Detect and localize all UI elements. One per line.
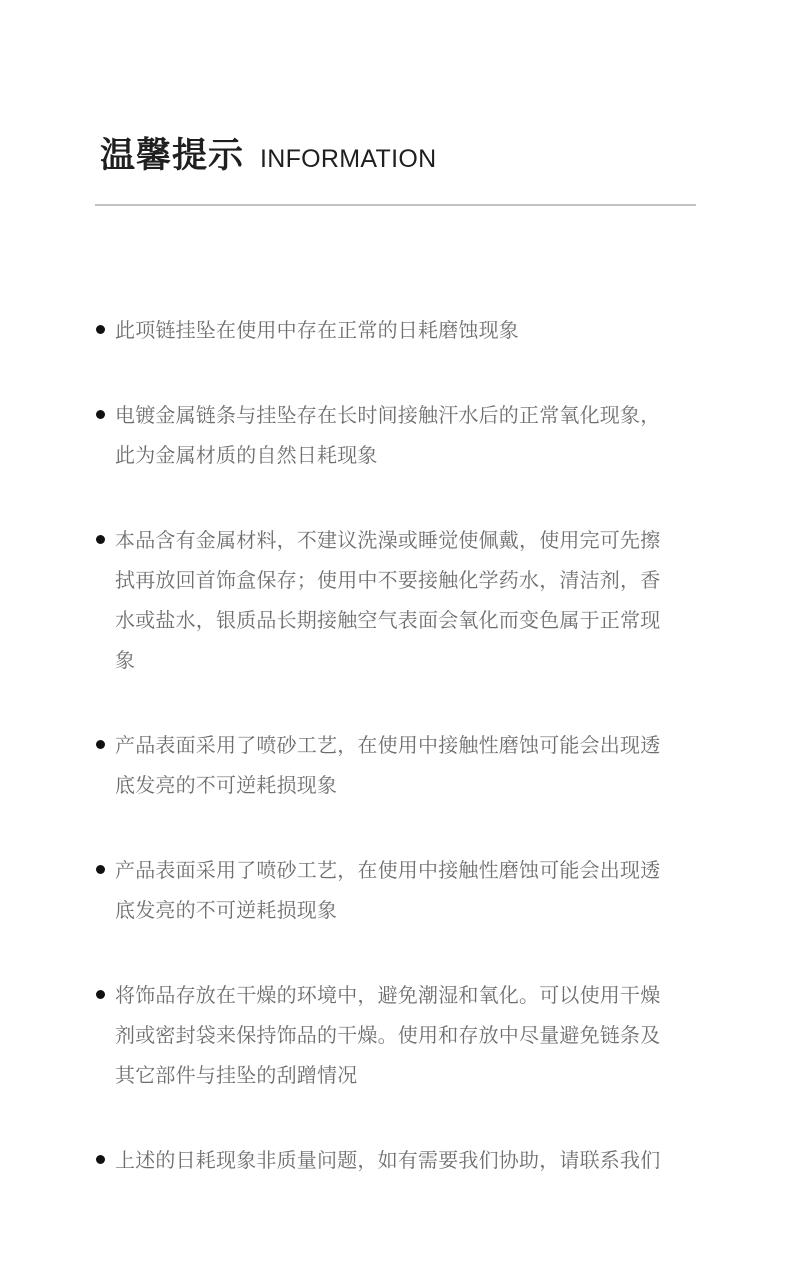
notice-item <box>115 850 675 930</box>
notice-item <box>115 395 675 475</box>
section-header <box>100 128 436 178</box>
bullet-dot <box>96 865 105 874</box>
bullet-dot <box>96 990 105 999</box>
notice-item <box>115 520 675 680</box>
bullet-dot <box>96 535 105 544</box>
notice-item <box>115 725 675 805</box>
notice-item <box>115 1140 675 1180</box>
bullet-dot <box>96 325 105 334</box>
bullet-dot <box>96 410 105 419</box>
section-subtitle: INFORMATION <box>260 145 437 173</box>
notice-text: 上述的日耗现象非质量问题，如有需要我们协助，请联系我们 <box>115 1148 661 1172</box>
notice-text: 电镀金属链条与挂坠存在长时间接触汗水后的正常氧化现象，此为金属材质的自然日耗现象 <box>115 403 661 467</box>
notice-item <box>115 975 675 1095</box>
bullet-dot <box>96 1155 105 1164</box>
header-divider <box>95 204 696 206</box>
notice-item <box>115 310 675 350</box>
notice-text: 产品表面采用了喷砂工艺，在使用中接触性磨蚀可能会出现透底发亮的不可逆耗损现象 <box>115 733 661 797</box>
notice-text: 此项链挂坠在使用中存在正常的日耗磨蚀现象 <box>115 318 519 342</box>
section-title: 温馨提示 <box>100 136 245 176</box>
notice-text: 产品表面采用了喷砂工艺，在使用中接触性磨蚀可能会出现透底发亮的不可逆耗损现象 <box>115 858 661 922</box>
bullet-dot <box>96 740 105 749</box>
notice-text: 将饰品存放在干燥的环境中，避免潮湿和氧化。可以使用干燥剂或密封袋来保持饰品的干燥。使用和存放中尽量避免链条及其它部件与挂坠的刮蹭情况 <box>115 983 661 1087</box>
notice-text: 本品含有金属材料，不建议洗澡或睡觉使佩戴，使用完可先擦拭再放回首饰盒保存；使用中不要接触化学药水，清洁剂，香水或盐水，银质品长期接触空气表面会氧化而变色属于正常现象 <box>115 528 661 672</box>
